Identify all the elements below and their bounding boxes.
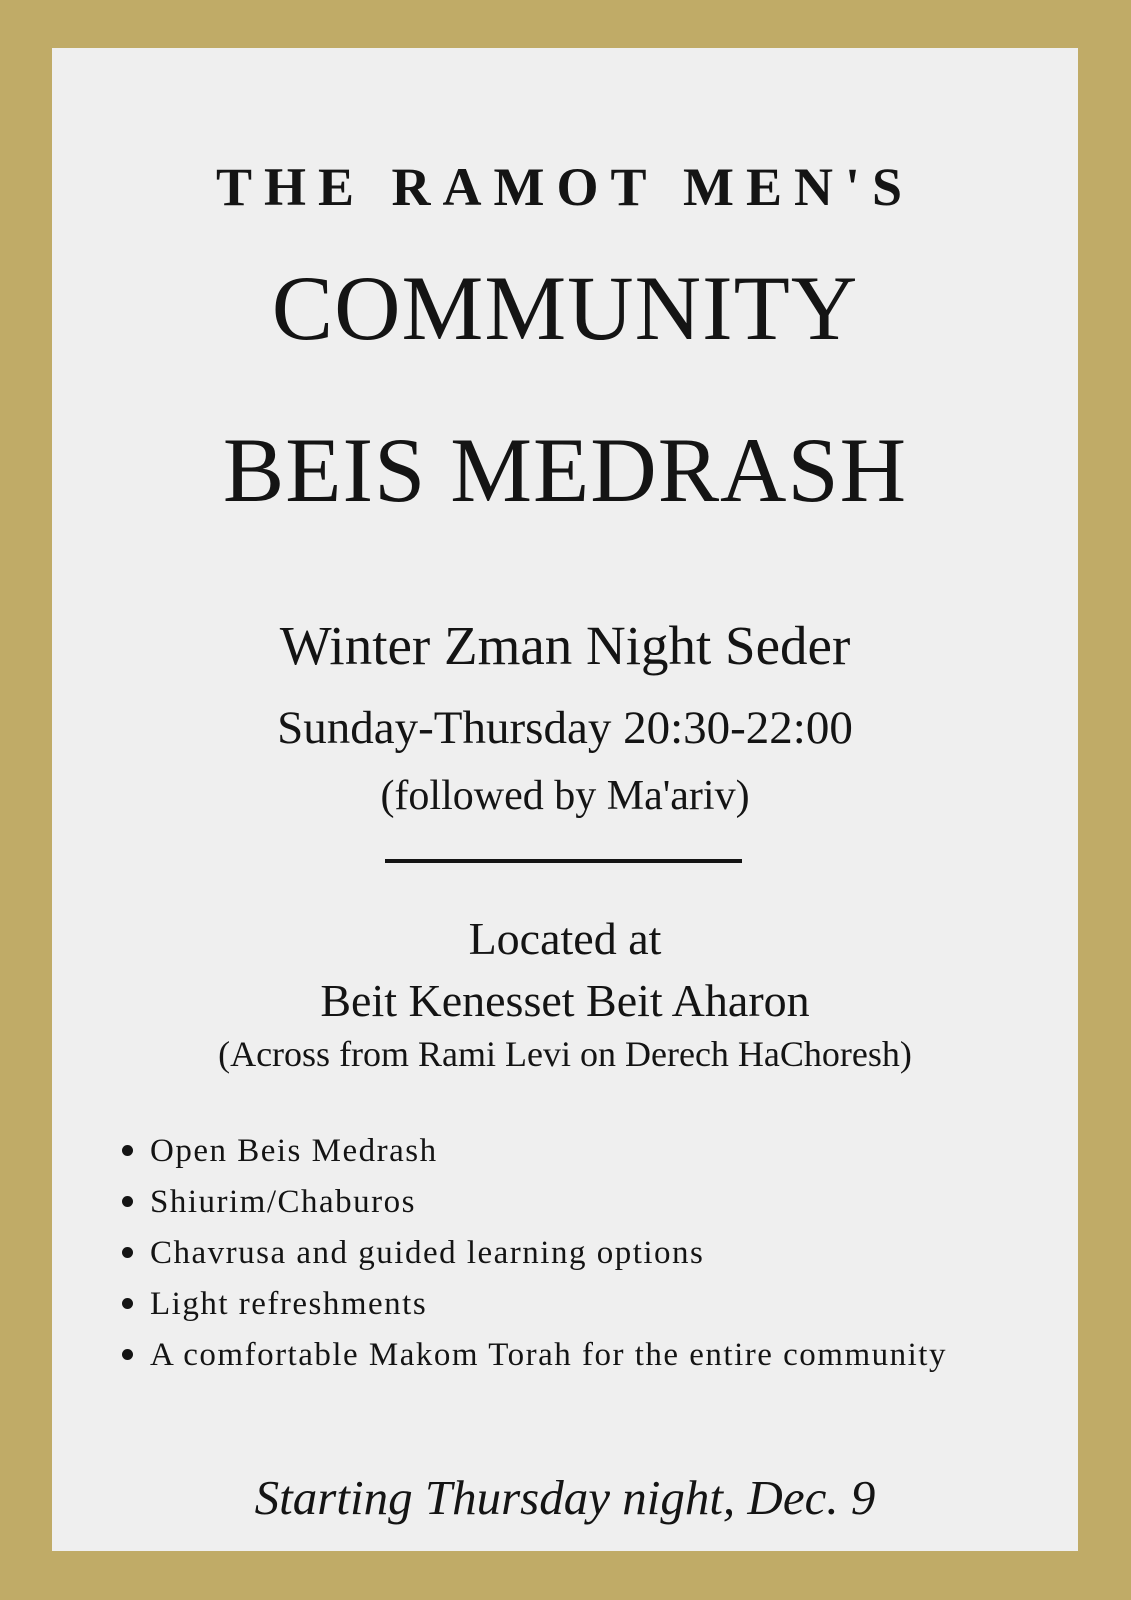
list-item <box>122 1177 947 1228</box>
feature-text: Chavrusa and guided learning options <box>150 1235 705 1271</box>
feature-text: Light refreshments <box>150 1286 428 1322</box>
schedule-note: (followed by Ma'ariv) <box>380 773 750 819</box>
location-label: Located at <box>468 913 662 964</box>
list-item <box>122 1279 947 1330</box>
bullet-icon <box>122 1349 133 1360</box>
flyer-kicker: THE RAMOT MEN'S <box>215 157 915 217</box>
bullet-icon <box>122 1196 133 1207</box>
flyer-title-line1: COMMUNITY <box>271 257 859 359</box>
feature-text: Shiurim/Chaburos <box>150 1184 417 1220</box>
feature-text: Open Beis Medrash <box>150 1133 438 1169</box>
feature-text: A comfortable Makom Torah for the entire community <box>150 1337 947 1373</box>
features-list <box>122 1126 947 1381</box>
section-divider <box>385 859 742 863</box>
bullet-icon <box>122 1145 133 1156</box>
list-item <box>122 1330 947 1381</box>
flyer-panel <box>52 48 1078 1551</box>
bullet-icon <box>122 1247 133 1258</box>
bullet-icon <box>122 1298 133 1309</box>
schedule-days-time: Sunday-Thursday 20:30-22:00 <box>277 702 853 754</box>
location-directions: (Across from Rami Levi on Derech HaChoresh) <box>218 1034 912 1074</box>
program-name: Winter Zman Night Seder <box>279 615 851 676</box>
list-item <box>122 1126 947 1177</box>
list-item <box>122 1228 947 1279</box>
location-name: Beit Kenesset Beit Aharon <box>320 975 810 1026</box>
start-date: Starting Thursday night, Dec. 9 <box>254 1470 876 1525</box>
flyer-title-line2: BEIS MEDRASH <box>222 419 908 521</box>
